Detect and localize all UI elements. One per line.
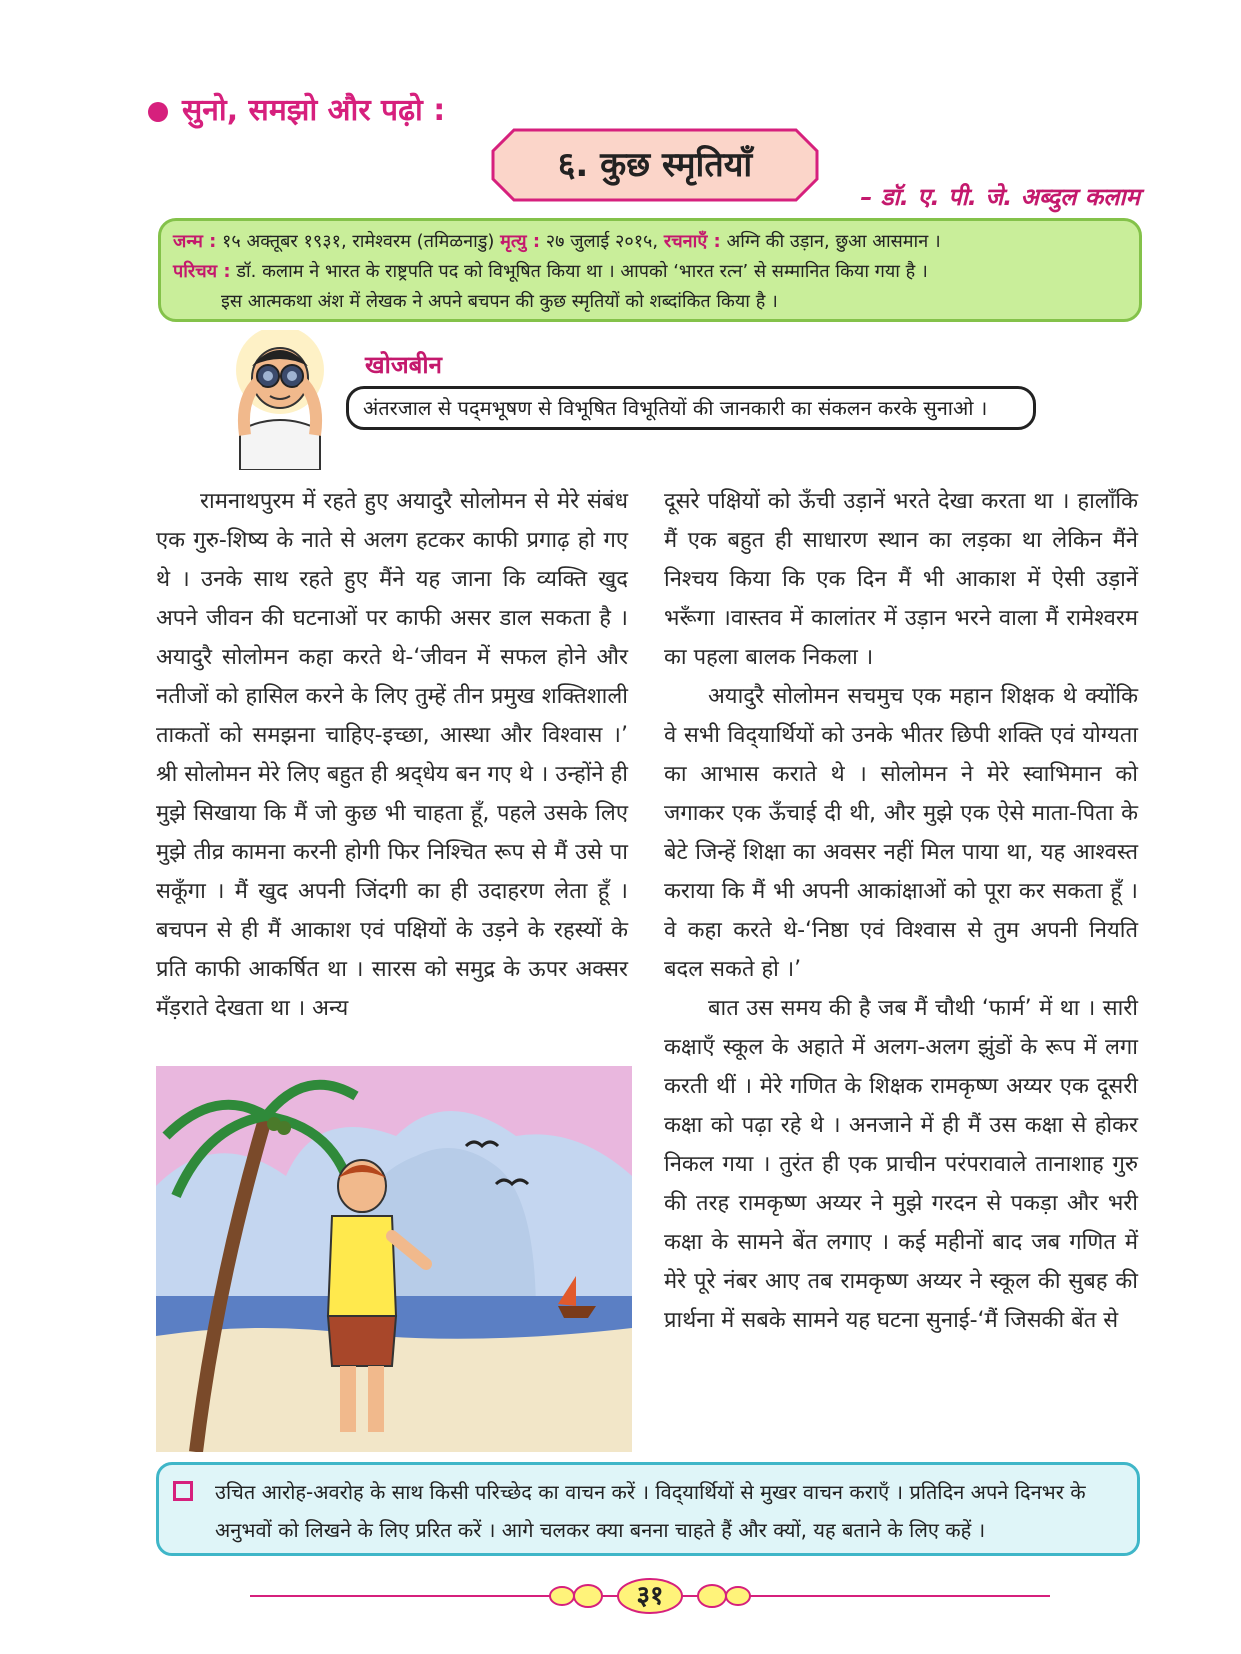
bullet-icon [148, 102, 168, 122]
page-number: ३१ [636, 1581, 664, 1611]
teacher-note-text: उचित आरोह-अवरोह के साथ किसी परिच्छेद का वाचन करें । विद्‌यार्थियों से मुखर वाचन कराएँ । प्रतिदिन अपने दिनभर के अनुभवों को लिखने के लिए प्ररित करें । आगे चलकर क्या बनना चाहते हैं और क्यों, यह बताने के लिए कहें । [215, 1480, 1086, 1542]
teacher-note-box [156, 1462, 1140, 1556]
section-header-text: सुनो, समझो और पढ़ो : [182, 93, 446, 128]
text-column-right [664, 482, 1138, 1340]
beach-boy-illustration [156, 1066, 632, 1452]
birth-label: जन्म : [173, 231, 217, 252]
info-box [158, 218, 1142, 322]
works-label: रचनाएँ : [663, 231, 721, 252]
paragraph: बात उस समय की है जब मैं चौथी ‘फार्म’ में था । सारी कक्षाएँ स्कूल के अहाते में अलग-अलग झुंडों के रूप में लगा करती थीं । मेरे गणित के शिक्षक रामकृष्ण अय्यर एक दूसरी कक्षा को पढ़ा रहे थे । अनजाने में ही मैं उस कक्षा से होकर निकल गया । तुरंत ही एक प्राचीन परंपरावाले तानाशाह गुरु की तरह रामकृष्ण अय्यर ने मुझे गरदन से पकड़ा और भरी कक्षा के सामने बेंत लगाए । कई महीनों बाद जब गणित में मेरे पूरे नंबर आए तब रामकृष्ण अय्यर ने स्कूल की सुबह की प्रार्थना में सबके सामने यह घटना सुनाई-‘मैं जिसकी बेंत से [664, 996, 1138, 1333]
birth-value: १५ अक्तूबर १९३१, रामेश्वरम (तमिळनाडु) [222, 231, 495, 252]
intro-label: परिचय : [173, 261, 231, 282]
boy-with-binoculars-illustration [200, 330, 370, 470]
lesson-title: ६. कुछ स्मृतियाँ [557, 145, 753, 185]
death-label: मृत्यु : [500, 231, 541, 252]
works-value: अग्नि की उड़ान, छुआ आसमान । [726, 231, 941, 252]
info-line-1 [173, 227, 1127, 257]
info-line-3: इस आत्मकथा अंश में लेखक ने अपने बचपन की कुछ स्मृतियों को शब्दांकित किया है । [221, 291, 778, 312]
intro-value: डॉ. कलाम ने भारत के राष्ट्रपति पद को विभूषित किया था । आपको ‘भारत रत्न’ से सम्मानित किया गया है । [236, 261, 928, 282]
info-line-2 [173, 257, 1127, 287]
section-header [148, 88, 445, 129]
khojbeen-title: खोजबीन [365, 351, 442, 379]
paragraph: रामनाथपुरम में रहते हुए अयादुरै सोलोमन से मेरे संबंध एक गुरु-शिष्य के नाते से अलग हटकर काफी प्रगाढ़ हो गए थे । उनके साथ रहते हुए मैंने यह जाना कि व्यक्ति खुद अपने जीवन की घटनाओं पर काफी असर डाल सकता है । अयादुरै सोलोमन कहा करते थे-‘जीवन में सफल होने और नतीजों को हासिल करने के लिए तुम्हें तीन प्रमुख शक्तिशाली ताकतों को समझना चाहिए-इच्छा, आस्था और विश्वास ।’ श्री सोलोमन मेरे लिए बहुत ही श्रद्‌धेय बन गए थे । उन्होंने ही मुझे सिखाया कि मैं जो कुछ भी चाहता हूँ, पहले उसके लिए मुझे तीव्र कामना करनी होगी फिर निश्चित रूप से मैं उसे पा सकूँगा । मैं खुद अपनी जिंदगी का ही उदाहरण लेता हूँ । बचपन से ही मैं आकाश एवं पक्षियों के उड़ने के रहस्यों के प्रति काफी आकर्षित था । सारस को समुद्र के ऊपर अक्सर मँड़राते देखता था । अन्य [156, 489, 628, 1021]
checkbox-icon [173, 1481, 193, 1501]
page-footer [250, 1578, 1050, 1614]
paragraph: अयादुरै सोलोमन सचमुच एक महान शिक्षक थे क्योंकि वे सभी विद्‌यार्थियों को उनके भीतर छिपी शक्ति एवं योग्यता का आभास कराते थे । सोलोमन ने मेरे स्वाभिमान को जगाकर एक ऊँचाई दी थी, और मुझे एक ऐसे माता-पिता के बेटे जिन्हें शिक्षा का अवसर नहीं मिल पाया था, यह आश्वस्त कराया कि मैं भी अपनी आकांक्षाओं को पूरा कर सकता हूँ । वे कहा करते थे-‘निष्ठा एवं विश्वास से तुम अपनी नियति बदल सकते हो ।’ [664, 684, 1138, 982]
paragraph: दूसरे पक्षियों को ऊँची उड़ानें भरते देखा करता था । हालाँकि मैं एक बहुत ही साधारण स्थान का लड़का था लेकिन मैंने निश्चय किया कि एक दिन मैं भी आकाश में ऐसी उड़ानें भरूँगा ।वास्तव में कालांतर में उड़ान भरने वाला मैं रामेश्वरम का पहला बालक निकला । [664, 489, 1138, 670]
death-value: २७ जुलाई २०१५, [545, 231, 659, 252]
khojbeen-task: अंतरजाल से पद्‌मभूषण से विभूषित विभूतियों की जानकारी का संकलन करके सुनाओ । [346, 386, 1036, 430]
text-column-left [156, 482, 628, 1028]
author-name: – डॉ. ए. पी. जे. अब्दुल कलाम [860, 183, 1140, 211]
lesson-title-box [490, 127, 820, 203]
